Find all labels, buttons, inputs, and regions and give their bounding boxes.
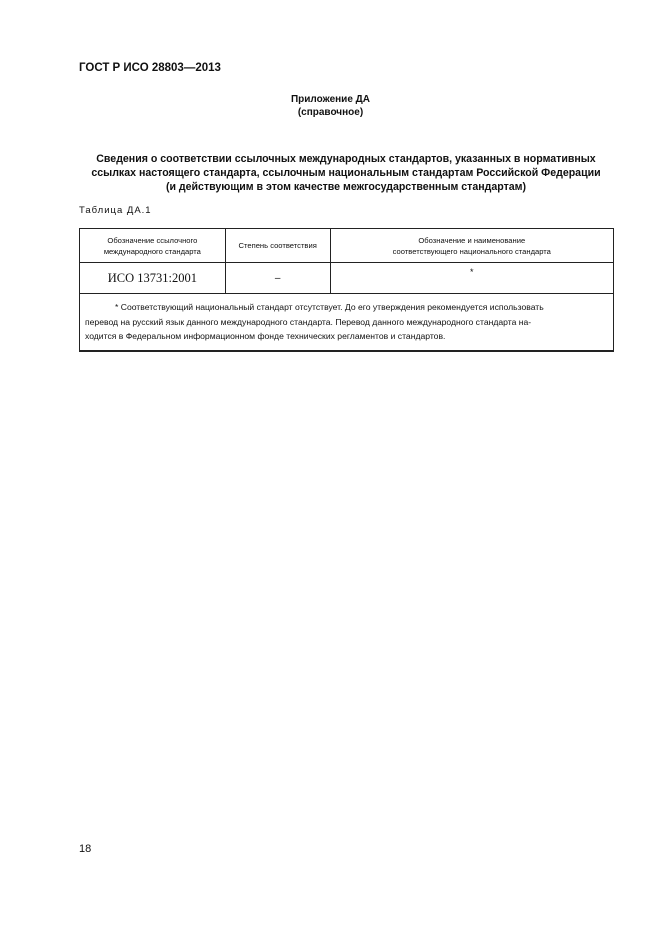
standards-table <box>79 228 614 352</box>
footnote-row <box>80 294 614 351</box>
footnote-line <box>85 300 608 315</box>
header-text: Степень соответствия <box>238 241 317 250</box>
table-row <box>80 263 614 294</box>
annex-title: Приложение ДА <box>290 94 371 105</box>
header-text: международного стандарта <box>103 246 201 256</box>
cell-degree: – <box>225 263 330 294</box>
footnote-line: перевод на русский язык данного международного стандарта. Перевод данного международного стандарта на- <box>85 316 532 327</box>
section-title-line: ссылках настоящего стандарта, ссылочным национальным стандартам Российской Федерации <box>91 167 601 179</box>
section-title-line: Сведения о соответствии ссылочных международных стандартов, указанных в нормативных <box>96 153 596 165</box>
header-text: Обозначение и наименование <box>418 235 526 245</box>
document-code: ГОСТ Р ИСО 28803—2013 <box>79 62 221 74</box>
header-international-standard <box>80 229 226 263</box>
header-national-standard <box>330 229 613 263</box>
header-text: Обозначение ссылочного <box>107 235 198 245</box>
section-title-line: (и действующим в этом качестве межгосударственным стандартам) <box>165 181 527 193</box>
footnote-cell <box>80 294 614 351</box>
cell-international-standard: ИСО 13731:2001 <box>80 263 226 294</box>
section-title <box>79 152 613 194</box>
table-header-row <box>80 229 614 263</box>
annex-subtitle: (справочное) <box>297 107 364 118</box>
page-number: 18 <box>79 843 92 855</box>
footnote-line: ходится в Федеральном информационном фонде технических регламентов и стандартов. <box>85 331 446 341</box>
header-text: соответствующего национального стандарта <box>392 246 551 256</box>
header-degree <box>225 229 330 263</box>
footnote-text: * Соответствующий национальный стандарт отсутствует. До его утверждения рекомендуется использовать <box>115 302 544 312</box>
table-caption: Таблица ДА.1 <box>79 205 152 216</box>
annex-heading <box>0 93 661 119</box>
cell-national-standard: * <box>330 263 613 294</box>
